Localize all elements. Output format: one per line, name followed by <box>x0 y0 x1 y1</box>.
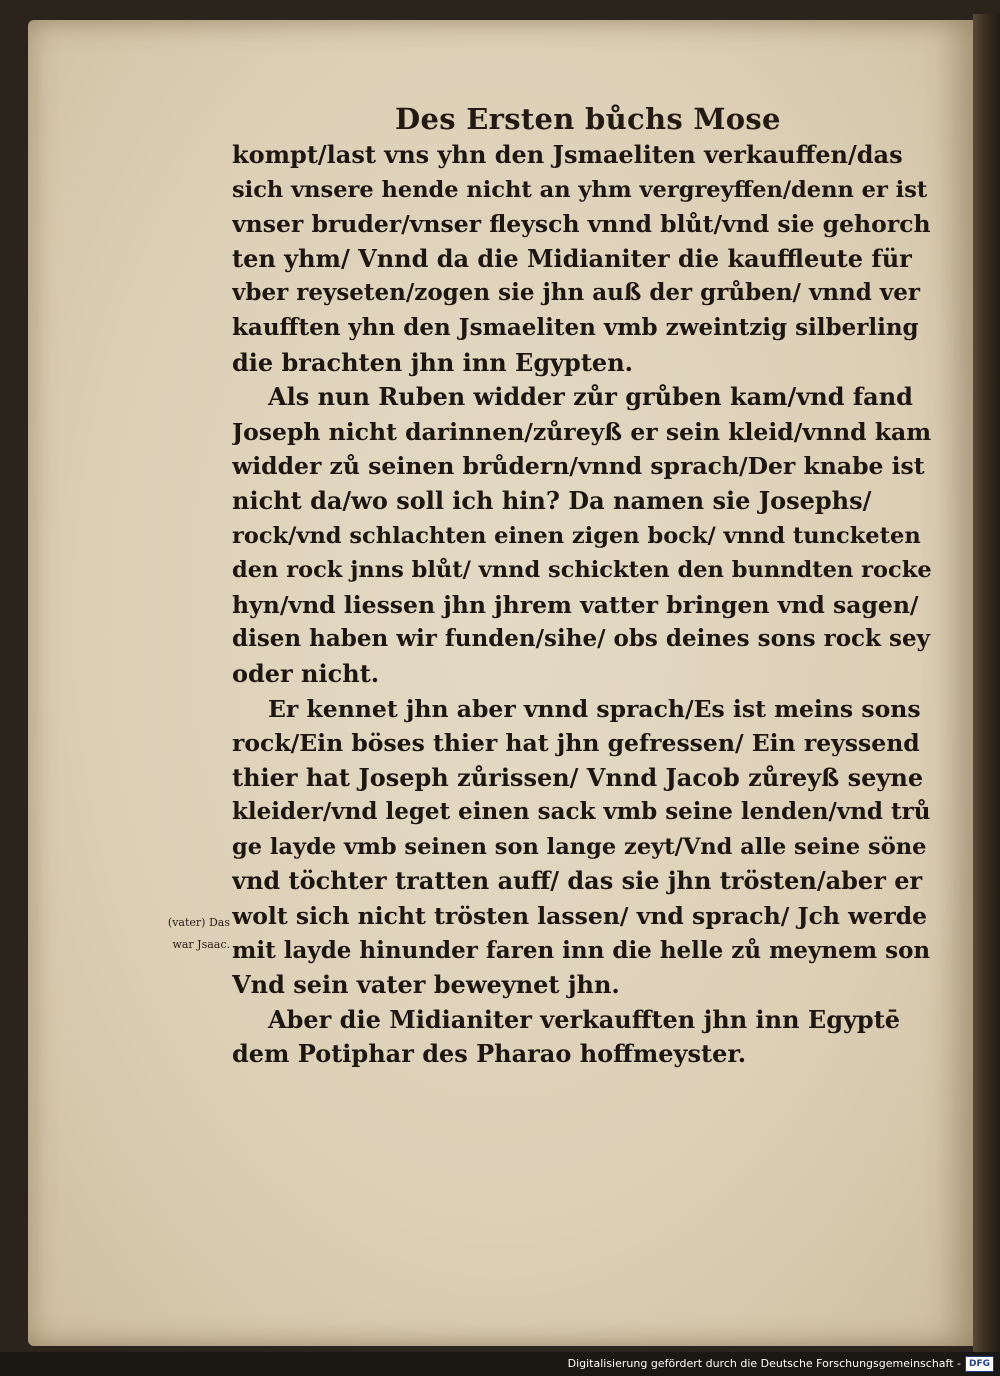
text-line: wolt sich nicht trösten lassen/ vnd sprach/ Jch werde <box>232 902 928 931</box>
text-line: mit layde hinunder faren inn die helle zů meynem son <box>232 936 931 964</box>
text-line: rock/Ein böses thier hat jhn gefressen/ Ein reyssend <box>232 729 920 758</box>
text-line: kompt/last vns yhn den Jsmaeliten verkauffen/das <box>232 140 903 169</box>
text-line: nicht da/wo soll ich hin? Da namen sie Josephs/ <box>232 485 872 515</box>
text-line: disen haben wir funden/sihe/ obs deines sons rock sey <box>232 625 930 653</box>
text-line: sich vnsere hende nicht an yhm vergreyffen/denn er ist <box>232 176 928 203</box>
book-spine <box>973 14 1000 1352</box>
margin-note <box>104 912 230 956</box>
text-line: Vnd sein vater beweynet jhn. <box>232 970 620 1000</box>
dfg-logo-icon: DFG <box>965 1356 994 1372</box>
text-line: oder nicht. <box>232 658 380 688</box>
text-line: Joseph nicht darinnen/zůreyß er sein kleid/vnnd kam <box>232 417 932 446</box>
text-line: die brachten jhn inn Egypten. <box>232 347 633 377</box>
margin-note-line-1: (vater) Das <box>167 916 230 929</box>
text-line: ten yhm/ Vnnd da die Midianiter die kauffleute für <box>232 243 912 273</box>
text-line: hyn/vnd liessen jhn jhrem vatter bringen vnd sagen/ <box>232 590 919 619</box>
footer-credit: Digitalisierung gefördert durch die Deutsche Forschungsgemeinschaft - <box>567 1357 961 1370</box>
text-line: kleider/vnd leget einen sack vmb seine lenden/vnd trů <box>232 798 931 826</box>
text-line: vber reyseten/zogen sie jhn auß der grůben/ vnnd ver <box>232 279 920 307</box>
text-line: dem Potiphar des Pharao hoffmeyster. <box>232 1039 747 1069</box>
margin-note-line-2: war Jsaac. <box>172 938 230 951</box>
digitization-footer <box>568 1352 1000 1376</box>
text-block <box>232 138 932 1072</box>
text-line: vnd töchter tratten auff/ das sie jhn trösten/aber er <box>232 866 923 896</box>
text-line: Er kennet jhn aber vnnd sprach/Es ist meins sons <box>268 694 921 723</box>
text-line: Als nun Ruben widder zůr grůben kam/vnd fand <box>268 382 913 412</box>
text-line: kaufften yhn den Jsmaeliten vmb zweintzig silberling <box>232 313 919 341</box>
text-line: den rock jnns blůt/ vnnd schickten den bunndten rocke <box>232 557 932 584</box>
text-line: ge layde vmb seinen son lange zeyt/Vnd alle seine söne <box>232 833 927 860</box>
text-line: thier hat Joseph zůrissen/ Vnnd Jacob zůreyß seyne <box>232 762 924 792</box>
text-line: Aber die Midianiter verkaufften jhn inn Egyptē <box>268 1004 901 1034</box>
text-line: rock/vnd schlachten einen zigen bock/ vnnd tuncketen <box>232 522 921 549</box>
text-line: vnser bruder/vnser fleysch vnnd blůt/vnd sie gehorch <box>232 210 931 239</box>
running-head: Des Ersten bůchs Mose <box>395 102 781 136</box>
text-line: widder zů seinen brůdern/vnnd sprach/Der knabe ist <box>232 452 925 481</box>
